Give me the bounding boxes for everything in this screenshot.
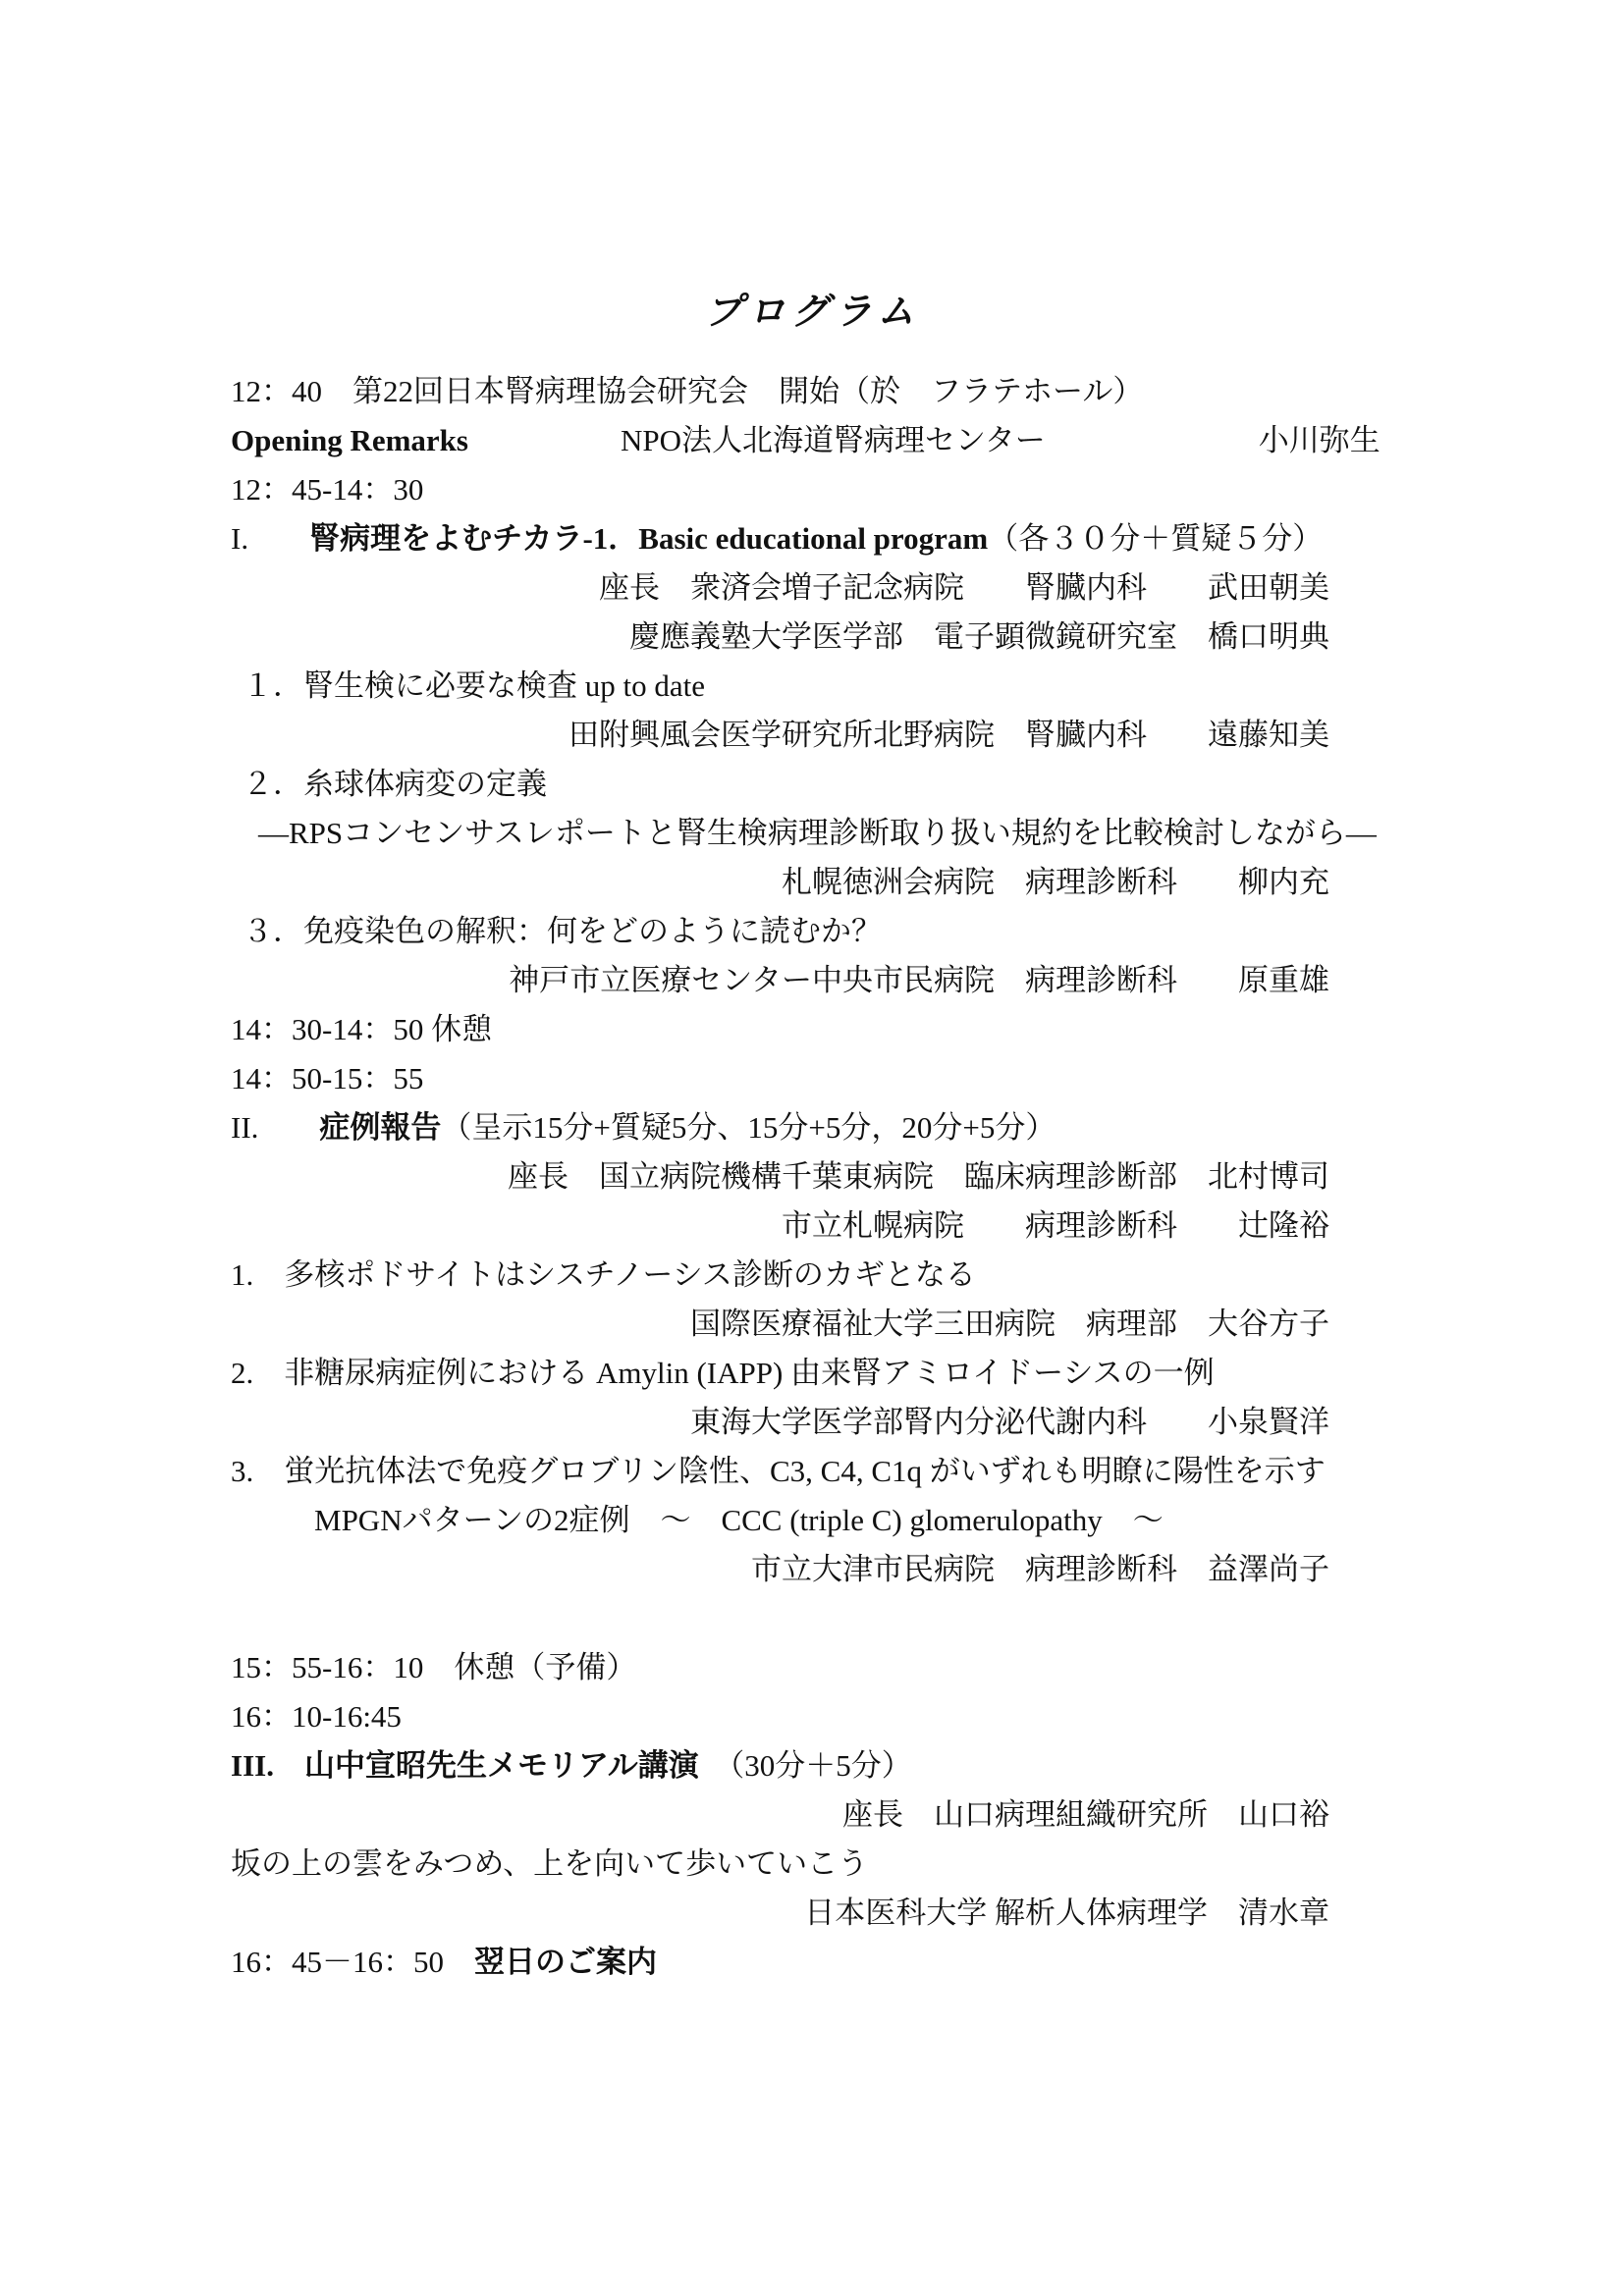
document-line (231, 1643, 1329, 1692)
document-line (231, 1251, 1329, 1300)
text-segment: I. (231, 521, 310, 556)
document-line (231, 956, 1329, 1005)
text-segment: 市立札幌病院 病理診断科 辻隆裕 (782, 1208, 1329, 1243)
document-line (231, 416, 1380, 465)
page-title: プログラム (704, 292, 921, 333)
text-segment: 座長 山口病理組織研究所 山口裕 (842, 1797, 1329, 1832)
text-segment: 12：40 第22回日本腎病理協会研究会 開始（於 フラテホール） (231, 374, 1144, 408)
document-line (231, 662, 1329, 711)
document-line (231, 1103, 1329, 1152)
bold-text-segment: Opening Remarks (231, 423, 468, 457)
text-segment: 2. 非糖尿病症例における Amylin (IAPP) 由来腎アミロイドーシスの一例 (231, 1356, 1215, 1390)
document-line (231, 1790, 1329, 1840)
document-line (231, 1005, 1329, 1054)
document-line (231, 1496, 1329, 1545)
document-line (231, 809, 1377, 858)
document-line (231, 1152, 1329, 1201)
text-segment: 市立大津市民病院 病理診断科 益澤尚子 (751, 1552, 1329, 1586)
text-segment: 3. 蛍光抗体法で免疫グロブリン陰性、C3, C4, C1q がいずれも明瞭に陽性を示す (231, 1454, 1326, 1488)
document-line (231, 1545, 1329, 1594)
bold-text-segment: 腎病理をよむチカラ-1．Basic educational program (309, 521, 989, 556)
document-line (231, 613, 1329, 662)
text-segment: 慶應義塾大学医学部 電子顕微鏡研究室 橋口明典 (629, 619, 1329, 654)
text-segment: 14：30-14：50 休憩 (231, 1012, 493, 1046)
document-line (231, 563, 1329, 613)
document-line (231, 760, 1329, 809)
document-line (231, 514, 1329, 563)
text-segment: MPGNパターンの2症例 ～ CCC (triple C) glomerulopathy ～ (314, 1503, 1164, 1537)
document-line (231, 1741, 1329, 1790)
text-segment: 16：10-16:45 (231, 1699, 402, 1734)
document-line (231, 367, 1329, 416)
document-line (231, 858, 1329, 907)
text-segment: 1. 多核ポドサイトはシスチノーシス診断のカギとなる (231, 1257, 976, 1292)
text-segment: （30分＋5分） (698, 1748, 912, 1783)
text-segment: 12：45-14：30 (231, 472, 424, 507)
text-segment: NPO法人北海道腎病理センター 小川弥生 (468, 423, 1380, 457)
document-line (231, 1840, 1329, 1889)
text-segment: ―RPSコンセンサスレポートと腎生検病理診断取り扱い規約を比較検討しながら― (258, 816, 1377, 850)
document-line (231, 1201, 1329, 1251)
text-segment: 札幌徳洲会病院 病理診断科 柳内充 (782, 865, 1329, 899)
document-line (231, 711, 1329, 760)
document-line (231, 1889, 1329, 1938)
text-segment: 日本医科大学 解析人体病理学 清水章 (804, 1896, 1329, 1930)
bold-text-segment: 山中宣昭先生メモリアル講演 (303, 1748, 699, 1783)
text-segment: 座長 衆済会増子記念病院 腎臓内科 武田朝美 (599, 570, 1329, 605)
text-segment: （呈示15分+質疑5分、15分+5分，20分+5分） (441, 1110, 1056, 1145)
bold-text-segment: III. (231, 1748, 274, 1783)
bold-text-segment: 翌日のご案内 (474, 1945, 657, 1979)
text-segment: II. (231, 1110, 320, 1145)
text-segment: 田附興風会医学研究所北野病院 腎臓内科 遠藤知美 (568, 718, 1329, 752)
bold-text-segment: 症例報告 (319, 1110, 442, 1145)
document-line (231, 1692, 1329, 1741)
text-segment: 15：55-16：10 休憩（予備） (231, 1650, 637, 1684)
text-segment: 坂の上の雲をみつめ、上を向いて歩いていこう (231, 1846, 869, 1881)
document-line (231, 1300, 1329, 1349)
text-segment: 16：45－16：50 (231, 1945, 474, 1979)
document-line (231, 1349, 1329, 1398)
text-segment: 14：50-15：55 (231, 1061, 424, 1095)
text-segment: 座長 国立病院機構千葉東病院 臨床病理診断部 北村博司 (508, 1159, 1329, 1194)
document-line (231, 1054, 1329, 1103)
text-segment: 神戸市立医療センター中央市民病院 病理診断科 原重雄 (509, 963, 1329, 997)
text-segment: （各３０分＋質疑５分） (988, 521, 1324, 556)
document-line (231, 907, 1329, 956)
document-line (231, 1398, 1329, 1447)
text-segment: ２．糸球体病変の定義 (243, 767, 547, 801)
document-line (231, 1938, 1329, 1987)
document-body (231, 367, 1380, 1987)
text-segment: １．腎生検に必要な検査 up to date (243, 668, 705, 703)
text-segment: ３．免疫染色の解釈：何をどのように読むか？ (243, 914, 882, 948)
text-segment (274, 1748, 304, 1783)
document-line (231, 1447, 1329, 1496)
document-line (231, 465, 1329, 514)
text-segment: 国際医療福祉大学三田病院 病理部 大谷方子 (690, 1307, 1329, 1341)
text-segment: 東海大学医学部腎内分泌代謝内科 小泉賢洋 (690, 1405, 1329, 1439)
document-line (231, 1594, 1329, 1643)
